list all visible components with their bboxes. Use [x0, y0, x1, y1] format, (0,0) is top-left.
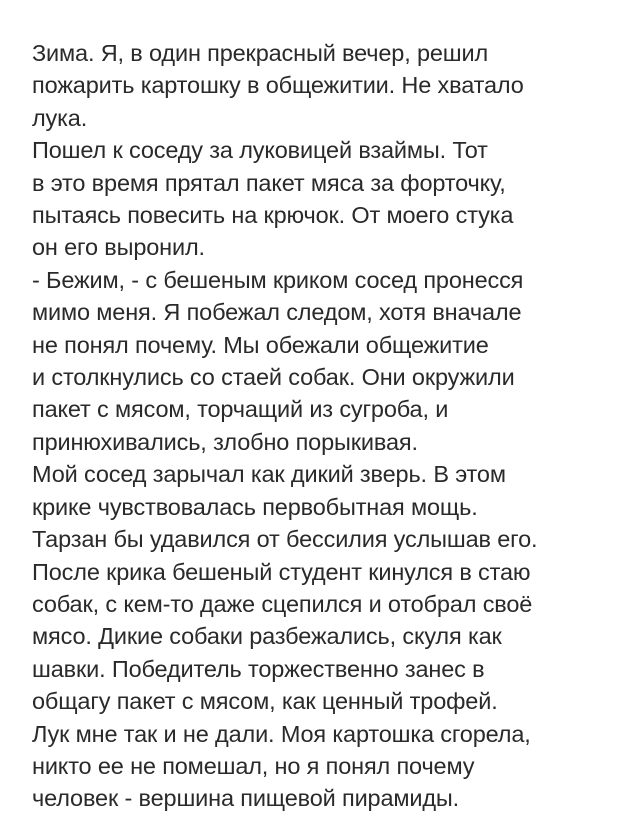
text-line: - Бежим, - с бешеным криком сосед пронесся [32, 266, 524, 293]
text-line: человек - вершина пищевой пирамиды. [32, 785, 460, 812]
text-line: Мой сосед зарычал как дикий зверь. В этом [32, 461, 506, 488]
text-line: Зима. Я, в один прекрасный вечер, решил [32, 40, 489, 66]
text-line: мясо. Дикие собаки разбежались, скуля как [32, 623, 502, 650]
text-line: пожарить картошку в общежитии. Не хватало [32, 72, 524, 99]
text-line: он его выронил. [32, 234, 205, 261]
text-line: лука. [32, 104, 88, 131]
text-line: Пошел к соседу за луковицей взаймы. Тот [32, 137, 488, 164]
text-line: мимо меня. Я побежал следом, хотя вначале [32, 299, 522, 326]
text-line: После крика бешеный студент кинулся в стаю [32, 558, 531, 585]
text-line: собак, с кем-то даже сцепился и отобрал своё [32, 590, 533, 617]
text-line: и столкнулись со стаей собак. Они окружили [32, 364, 515, 391]
text-line: пакет с мясом, торчащий из сугроба, и [32, 396, 449, 423]
text-line: принюхивались, злобно порыкивая. [32, 428, 418, 455]
text-line: общагу пакет с мясом, как ценный трофей. [32, 688, 498, 715]
text-line: шавки. Победитель торжественно занес в [32, 655, 485, 682]
text-line: пытаясь повесить на крючок. От моего стука [32, 202, 514, 229]
text-line: Тарзан бы удавился от бессилия услышав его. [32, 526, 538, 553]
story-text [32, 37, 622, 815]
text-line: никто ее не помешал, но я понял почему [32, 752, 475, 779]
text-line: в это время прятал пакет мяса за форточку, [32, 169, 506, 196]
text-line: Лук мне так и не дали. Моя картошка сгорела, [32, 720, 531, 747]
text-line: крике чувствовалась первобытная мощь. [32, 493, 478, 520]
text-line: не понял почему. Мы обежали общежитие [32, 331, 489, 358]
